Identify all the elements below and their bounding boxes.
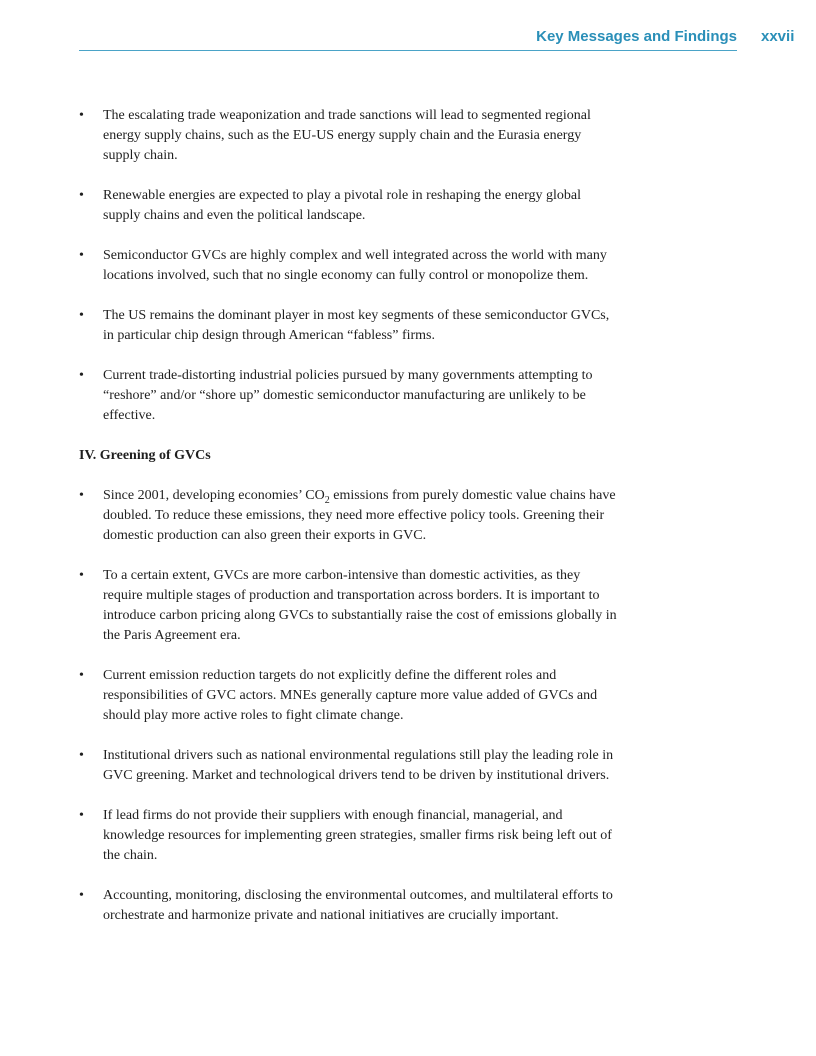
bullet-icon: • bbox=[79, 108, 84, 123]
list-item-text: Semiconductor GVCs are highly complex and well integrated across the world with many locations involved, such that no single economy can fully control or monopolize them. bbox=[103, 248, 607, 283]
list-item bbox=[79, 106, 619, 166]
page-body bbox=[79, 106, 619, 946]
running-header-title: Key Messages and Findings bbox=[536, 28, 737, 45]
list-item bbox=[79, 666, 619, 726]
list-item-text: To a certain extent, GVCs are more carbon-intensive than domestic activities, as they require multiple stages of production and transportation across borders. It is important to introduce carbon pricing along GVCs to substantially raise the cost of emissions globally in the Paris Agreement era. bbox=[103, 568, 617, 643]
list-item-text: Institutional drivers such as national environmental regulations still play the leading role in GVC greening. Market and technological drivers tend to be driven by institutional drivers. bbox=[103, 748, 614, 783]
bullet-icon: • bbox=[79, 188, 84, 203]
bullet-icon: • bbox=[79, 748, 84, 763]
list-item-text: The US remains the dominant player in most key segments of these semiconductor GVCs, in particular chip design through American “fabless” firms. bbox=[103, 308, 610, 343]
list-item bbox=[79, 246, 619, 286]
bullet-list-greening bbox=[79, 486, 619, 926]
bullet-list-energy-semiconductors bbox=[79, 106, 619, 426]
bullet-icon: • bbox=[79, 668, 84, 683]
section-heading: IV. Greening of GVCs bbox=[79, 448, 211, 463]
list-item-text: Renewable energies are expected to play a pivotal role in reshaping the energy global supply chains and even the political landscape. bbox=[103, 188, 582, 223]
list-item bbox=[79, 886, 619, 926]
bullet-icon: • bbox=[79, 808, 84, 823]
list-item-text: Accounting, monitoring, disclosing the environmental outcomes, and multilateral efforts to orchestrate and harmonize private and national initiatives are crucially important. bbox=[103, 888, 613, 923]
list-item-text: Current trade-distorting industrial policies pursued by many governments attempting to “reshore” and/or “shore up” domestic semiconductor manufacturing are unlikely to be effective. bbox=[103, 368, 593, 423]
list-item bbox=[79, 366, 619, 426]
bullet-icon: • bbox=[79, 308, 84, 323]
bullet-icon: • bbox=[79, 888, 84, 903]
bullet-icon: • bbox=[79, 568, 84, 583]
list-item bbox=[79, 306, 619, 346]
list-item bbox=[79, 746, 619, 786]
page-number: xxvii bbox=[761, 28, 795, 45]
co2-text-before: Since 2001, developing economies’ CO bbox=[103, 488, 325, 503]
list-item bbox=[79, 566, 619, 646]
list-item bbox=[79, 186, 619, 226]
list-item bbox=[79, 806, 619, 866]
bullet-icon: • bbox=[79, 488, 84, 503]
co2-text-after: emissions from purely domestic value chains have doubled. To reduce these emissions, they need more effective policy tools. Greening their domestic production can also green their exports in GVC. bbox=[103, 488, 616, 543]
co2-subscript: 2 bbox=[324, 494, 330, 506]
list-item-text: If lead firms do not provide their suppliers with enough financial, managerial, and knowledge resources for implementing green strategies, smaller firms risk being left out of the chain. bbox=[103, 808, 612, 863]
bullet-icon: • bbox=[79, 368, 84, 383]
bullet-icon: • bbox=[79, 248, 84, 263]
running-header bbox=[79, 26, 737, 51]
list-item-text: Current emission reduction targets do not explicitly define the different roles and responsibilities of GVC actors. MNEs generally capture more value added of GVCs and should play more active roles to fight climate change. bbox=[103, 668, 598, 723]
list-item bbox=[79, 486, 619, 546]
list-item-text bbox=[103, 488, 616, 543]
list-item-text: The escalating trade weaponization and trade sanctions will lead to segmented regional energy supply chains, such as the EU-US energy supply chain and the Eurasia energy supply chain. bbox=[103, 108, 591, 163]
